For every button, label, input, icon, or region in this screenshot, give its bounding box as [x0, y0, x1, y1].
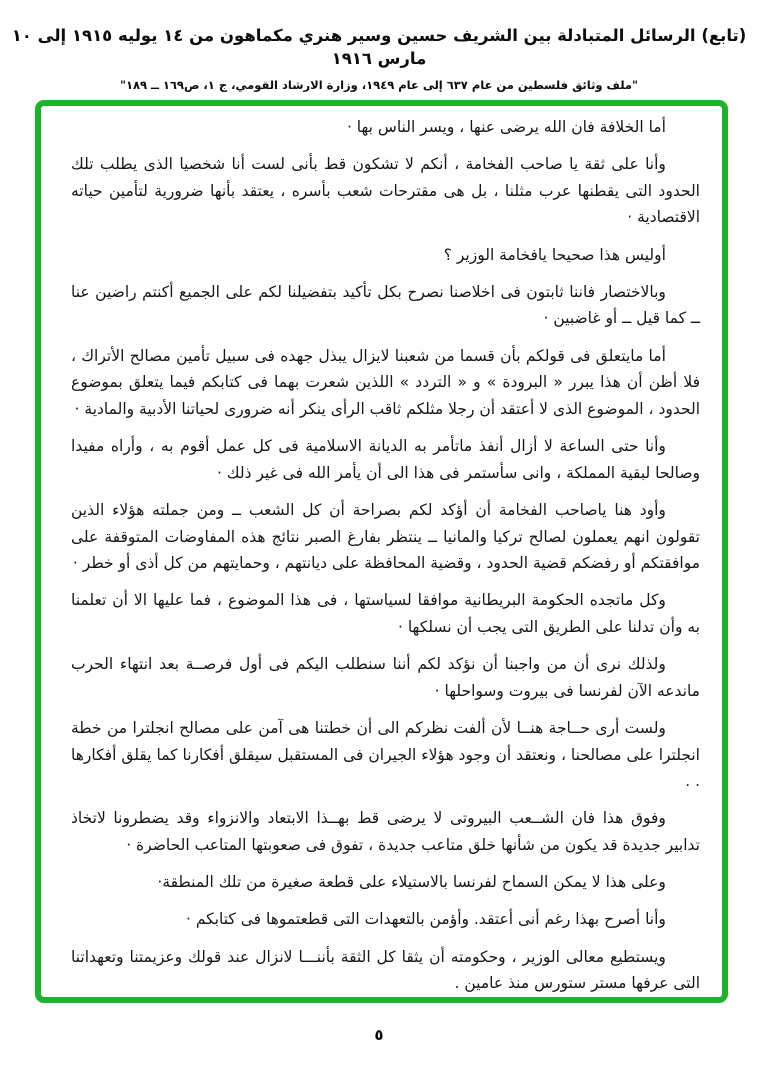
letter-body	[71, 114, 700, 997]
letter-paragraph: وعلى هذا لا يمكن السماح لفرنسا بالاستيلاء على قطعة صغيرة من تلك المنطقة·	[157, 873, 666, 892]
document-source-citation: "ملف وثائق فلسطين من عام ٦٣٧ إلى عام ١٩٤٩، وزارة الارشاد القومي، ج ١، ص١٦٩ ــ ١٨٩"	[119, 78, 639, 93]
letter-paragraph: أما مايتعلق فى قولكم بأن قسما من شعبنا لايزال يبذل جهده فى سبيل تأمين مصالح الأتراك ، فلا أظن أن هذا يبرر « البرودة » و « التردد » اللذين شعرت بهما فى كتابكم فيما يتعلق بموضوع الحدود ، الموضوع الذى لا أعتقد أن رجلا مثلكم ثاقب الرأى ينكر أنه ضرورى لحياتنا الأدبية والمادية ·	[71, 346, 700, 418]
letter-paragraph: وفوق هذا فان الشــعب البيروتى لا يرضى قط بهــذا الابتعاد والانزواء وقد يضطرونا لاتخاذ تدابير جديدة قد يكون من شأنها خلق متاعب جديدة ، تفوق فى صعوبتها المتاعب الحاضرة ·	[71, 809, 700, 855]
letter-paragraph: أوليس هذا صحيحا يافخامة الوزير ؟	[443, 245, 666, 264]
letter-green-frame	[35, 100, 728, 1003]
letter-paragraph: وبالاختصار فاننا ثابتون فى اخلاصنا نصرح بكل تأكيد بتفضيلنا لكم على الجميع أكنتم راضين عنا ــ كما قيل ــ أو غاضبين ·	[71, 282, 700, 328]
letter-paragraph: أما الخلافة فان الله يرضى عنها ، ويسر الناس بها ·	[346, 118, 666, 136]
document-title: (تابع) الرسائل المتبادلة بين الشريف حسين وسير هنري مكماهون من ١٤ يوليه ١٩١٥ إلى ١٠ مارس ١٩١٦	[11, 26, 747, 69]
letter-paragraph: وكل ماتجده الحكومة البريطانية موافقا لسياستها ، فى هذا الموضوع ، فما عليها الا أن تعلمنا به وأن تدلنا على الطريق التى يجب أن نسلكها ·	[71, 591, 700, 636]
letter-paragraph: ولذلك نرى أن من واجبنا أن نؤكد لكم أننا سنطلب اليكم فى أول فرصــة بعد انتهاء الحرب ماندعه الآن لفرنسا فى بيروت وسواحلها ·	[71, 655, 700, 700]
letter-paragraph: ولست أرى حــاجة هنــا لأن ألفت نظركم الى أن خطتنا هى آمن على مصالح انجلترا من خطة انجلترا على مصالحنا ، ونعتقد أن وجود هؤلاء الجيران فى المستقبل سيقلق أفكارنا كما يقلق أفكارها . .	[71, 718, 700, 791]
document-header	[0, 24, 758, 92]
page-number: ٥	[374, 1026, 384, 1044]
letter-paragraph: وأنا حتى الساعة لا أزال أنفذ ماتأمر به الديانة الاسلامية فى كل عمل أقوم به ، وأراه مفيدا وصالحا لبقية المملكة ، وانى سأستمر فى هذا الى أن يأمر الله فى غير ذلك ·	[71, 437, 700, 482]
letter-paragraph: وأود هنا ياصاحب الفخامة أن أؤكد لكم بصراحة أن كل الشعب ــ ومن جملته هؤلاء الذين تقولون انهم يعملون لصالح تركيا والمانيا ــ ينتظر بفارغ الصبر نتائج هذه المفاوضات المتوقفة على موافقتكم أو رفضكم قضية الحدود ، وقضية المحافظة على ديانتهم ، وحمايتهم من كل أذى أو خطر ·	[71, 500, 700, 573]
letter-paragraph: وأنا على ثقة يا صاحب الفخامة ، أنكم لا تشكون قط بأنى لست أنا شخصيا الذى يطلب تلك الحدود التى يقطنها عرب مثلنا ، بل هى مقترحات شعب بأسره ، يعتقد بأنها ضرورية لتأمين حياته الاقتصادية ·	[71, 155, 700, 227]
letter-paragraph: ويستطيع معالى الوزير ، وحكومته أن يثقا كل الثقة بأننـــا لانزال عند قولك وعزيمتنا وتعهداتنا التى عرفها مستر ستورس منذ عامين .	[71, 947, 700, 993]
letter-paragraph: وأنا أصرح بهذا رغم أنى أعتقد. وأؤمن بالتعهدات التى قطعتموها فى كتابكم ·	[185, 910, 666, 929]
